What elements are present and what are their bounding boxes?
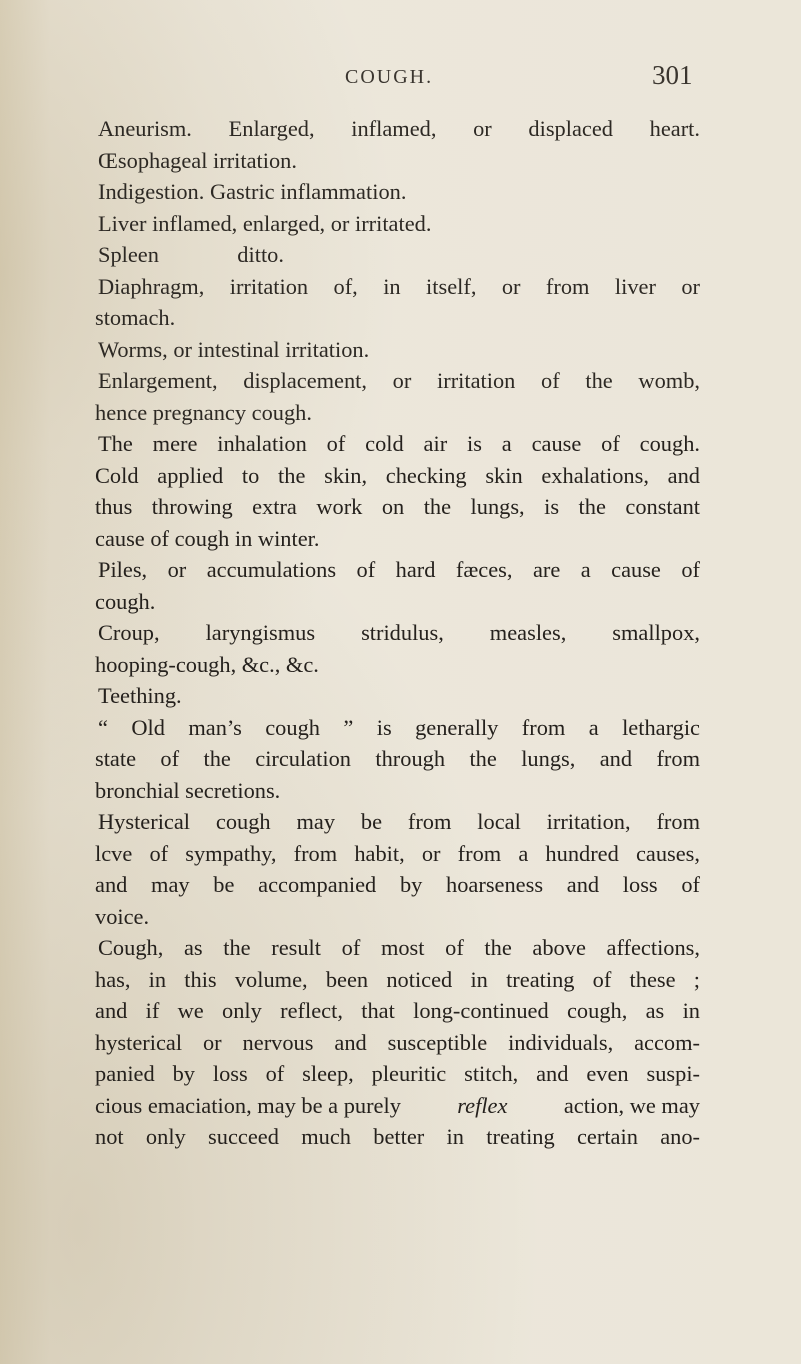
text-segment: action, we may <box>563 1092 700 1118</box>
text-line: Spleen ditto. <box>98 242 284 267</box>
text-line: The mere inhalation of cold air is a cause of cough. <box>98 431 700 456</box>
text-line: Piles, or accumulations of hard fæces, are a cause of <box>98 557 700 582</box>
italic-word: reflex <box>457 1092 508 1118</box>
text-line: Cold applied to the skin, checking skin exhalations, and <box>95 462 700 488</box>
text-line: thus throwing extra work on the lungs, is the constant <box>95 494 700 519</box>
running-head: COUGH. <box>345 66 434 88</box>
text-line: Hysterical cough may be from local irritation, from <box>98 809 700 834</box>
text-line: Diaphragm, irritation of, in itself, or from liver or <box>98 273 700 299</box>
text-line <box>95 1090 700 1122</box>
text-line: hysterical or nervous and susceptible individuals, accom- <box>95 1029 700 1055</box>
text-line: Worms, or intestinal irritation. <box>98 336 370 362</box>
text-line: Liver inflamed, enlarged, or irritated. <box>98 210 432 236</box>
text-line: state of the circulation through the lungs, and from <box>95 746 700 771</box>
body-text <box>95 113 700 1153</box>
page-number: 301 <box>652 60 693 90</box>
text-line: not only succeed much better in treating certain ano- <box>95 1124 700 1149</box>
text-segment: cious emaciation, may be a purely <box>95 1092 401 1118</box>
text-line: panied by loss of sleep, pleuritic stitch, and even suspi- <box>95 1061 700 1086</box>
text-line: and if we only reflect, that long-continued cough, as in <box>95 998 700 1023</box>
text-line: cause of cough in winter. <box>95 525 320 551</box>
page-header <box>0 60 801 96</box>
text-line: Croup, laryngismus stridulus, measles, smallpox, <box>98 620 700 645</box>
text-line: “ Old man’s cough ” is generally from a lethargic <box>98 714 700 740</box>
text-line: Cough, as the result of most of the above affections, <box>98 935 700 960</box>
text-line: stomach. <box>95 305 176 330</box>
text-line: Indigestion. Gastric inflammation. <box>98 179 407 204</box>
text-line: bronchial secretions. <box>95 777 281 803</box>
text-line: Aneurism. Enlarged, inflamed, or displaced heart. <box>98 116 700 141</box>
text-line: Œsophageal irritation. <box>98 147 297 173</box>
text-line: Enlargement, displacement, or irritation of the womb, <box>98 368 700 393</box>
text-line: and may be accompanied by hoarseness and loss of <box>95 872 700 897</box>
text-line: lcve of sympathy, from habit, or from a hundred causes, <box>95 840 700 866</box>
text-line: voice. <box>95 903 150 929</box>
text-line: hooping-cough, &c., &c. <box>95 651 319 677</box>
text-line: hence pregnancy cough. <box>95 399 312 425</box>
text-line: cough. <box>95 588 156 614</box>
text-line: has, in this volume, been noticed in treating of these ; <box>95 966 700 992</box>
text-line: Teething. <box>98 683 182 708</box>
